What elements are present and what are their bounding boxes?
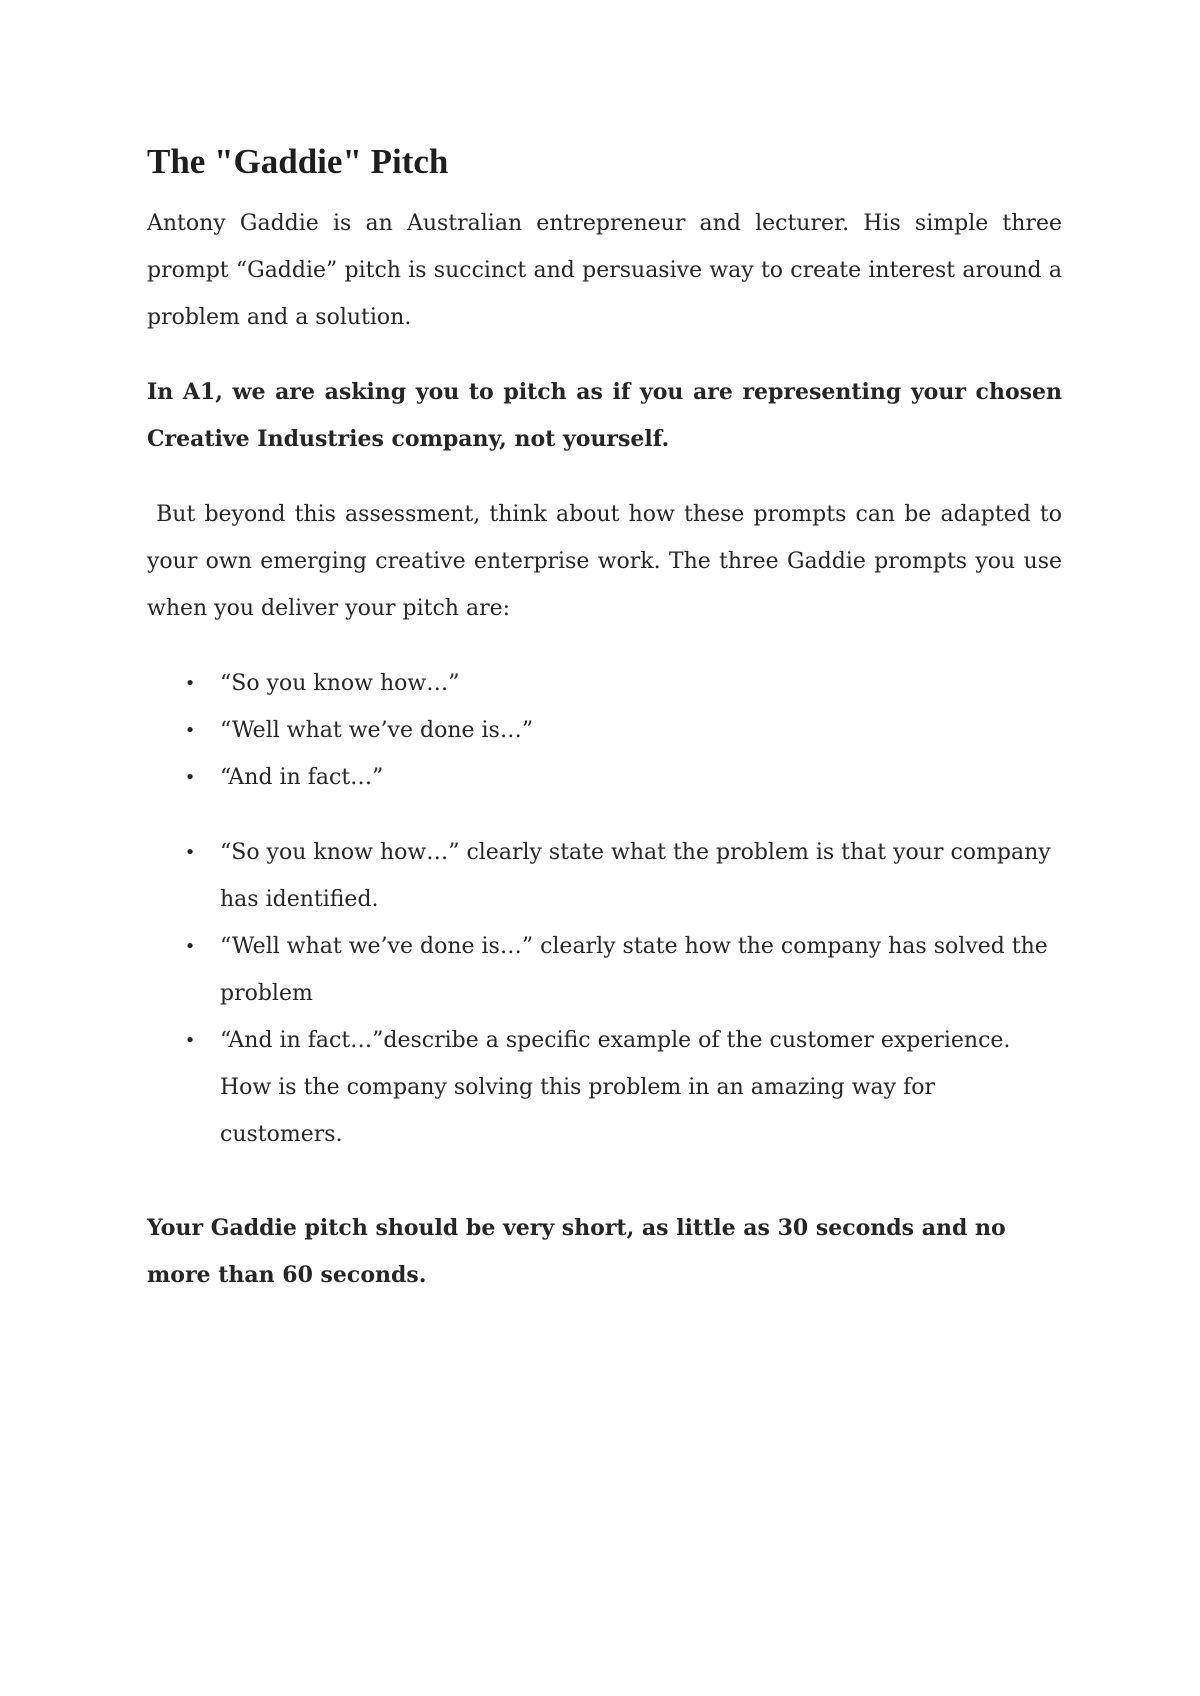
document-body (147, 140, 1070, 1299)
explanations-list (147, 829, 1062, 1158)
bullet-icon: • (184, 767, 196, 788)
list-item (147, 660, 1062, 707)
list-item (147, 1017, 1062, 1158)
page-title: The "Gaddie" Pitch (147, 142, 449, 181)
list-item (147, 923, 1062, 1017)
prompt-text: “So you know how…” (220, 671, 460, 696)
intro-paragraph: Antony Gaddie is an Australian entrepreneur and lecturer. His simple three prompt “Gaddie” pitch is succinct and persuasive way to create interest around a problem and a solution. (147, 211, 1062, 330)
closing-paragraph: Your Gaddie pitch should be very short, as little as 30 seconds and no more than 60 seconds. (147, 1215, 1006, 1288)
prompts-list (147, 660, 1062, 801)
list-item (147, 829, 1062, 923)
beyond-paragraph: But beyond this assessment, think about how these prompts can be adapted to your own emerging creative enterprise work. The three Gaddie prompts you use when you deliver your pitch are: (147, 502, 1070, 621)
explanation-text: “Well what we’ve done is…” clearly state how the company has solved the problem (220, 934, 1048, 1006)
prompt-text: “Well what we’ve done is…” (220, 718, 534, 743)
bullet-icon: • (184, 673, 196, 694)
bullet-icon: • (184, 936, 196, 957)
prompt-text: “And in fact…” (220, 765, 384, 790)
list-item (147, 754, 1062, 801)
bullet-icon: • (184, 842, 196, 863)
explanation-text: “So you know how…” clearly state what the problem is that your company has identified. (220, 840, 1051, 912)
explanation-text: “And in fact…”describe a specific example of the customer experience. How is the company solving this problem in an amazing way for customers. (220, 1028, 1011, 1147)
bullet-icon: • (184, 720, 196, 741)
bullet-icon: • (184, 1030, 196, 1051)
instruction-paragraph: In A1, we are asking you to pitch as if you are representing your chosen Creative Industries company, not yourself. (147, 379, 1062, 452)
list-item (147, 707, 1062, 754)
